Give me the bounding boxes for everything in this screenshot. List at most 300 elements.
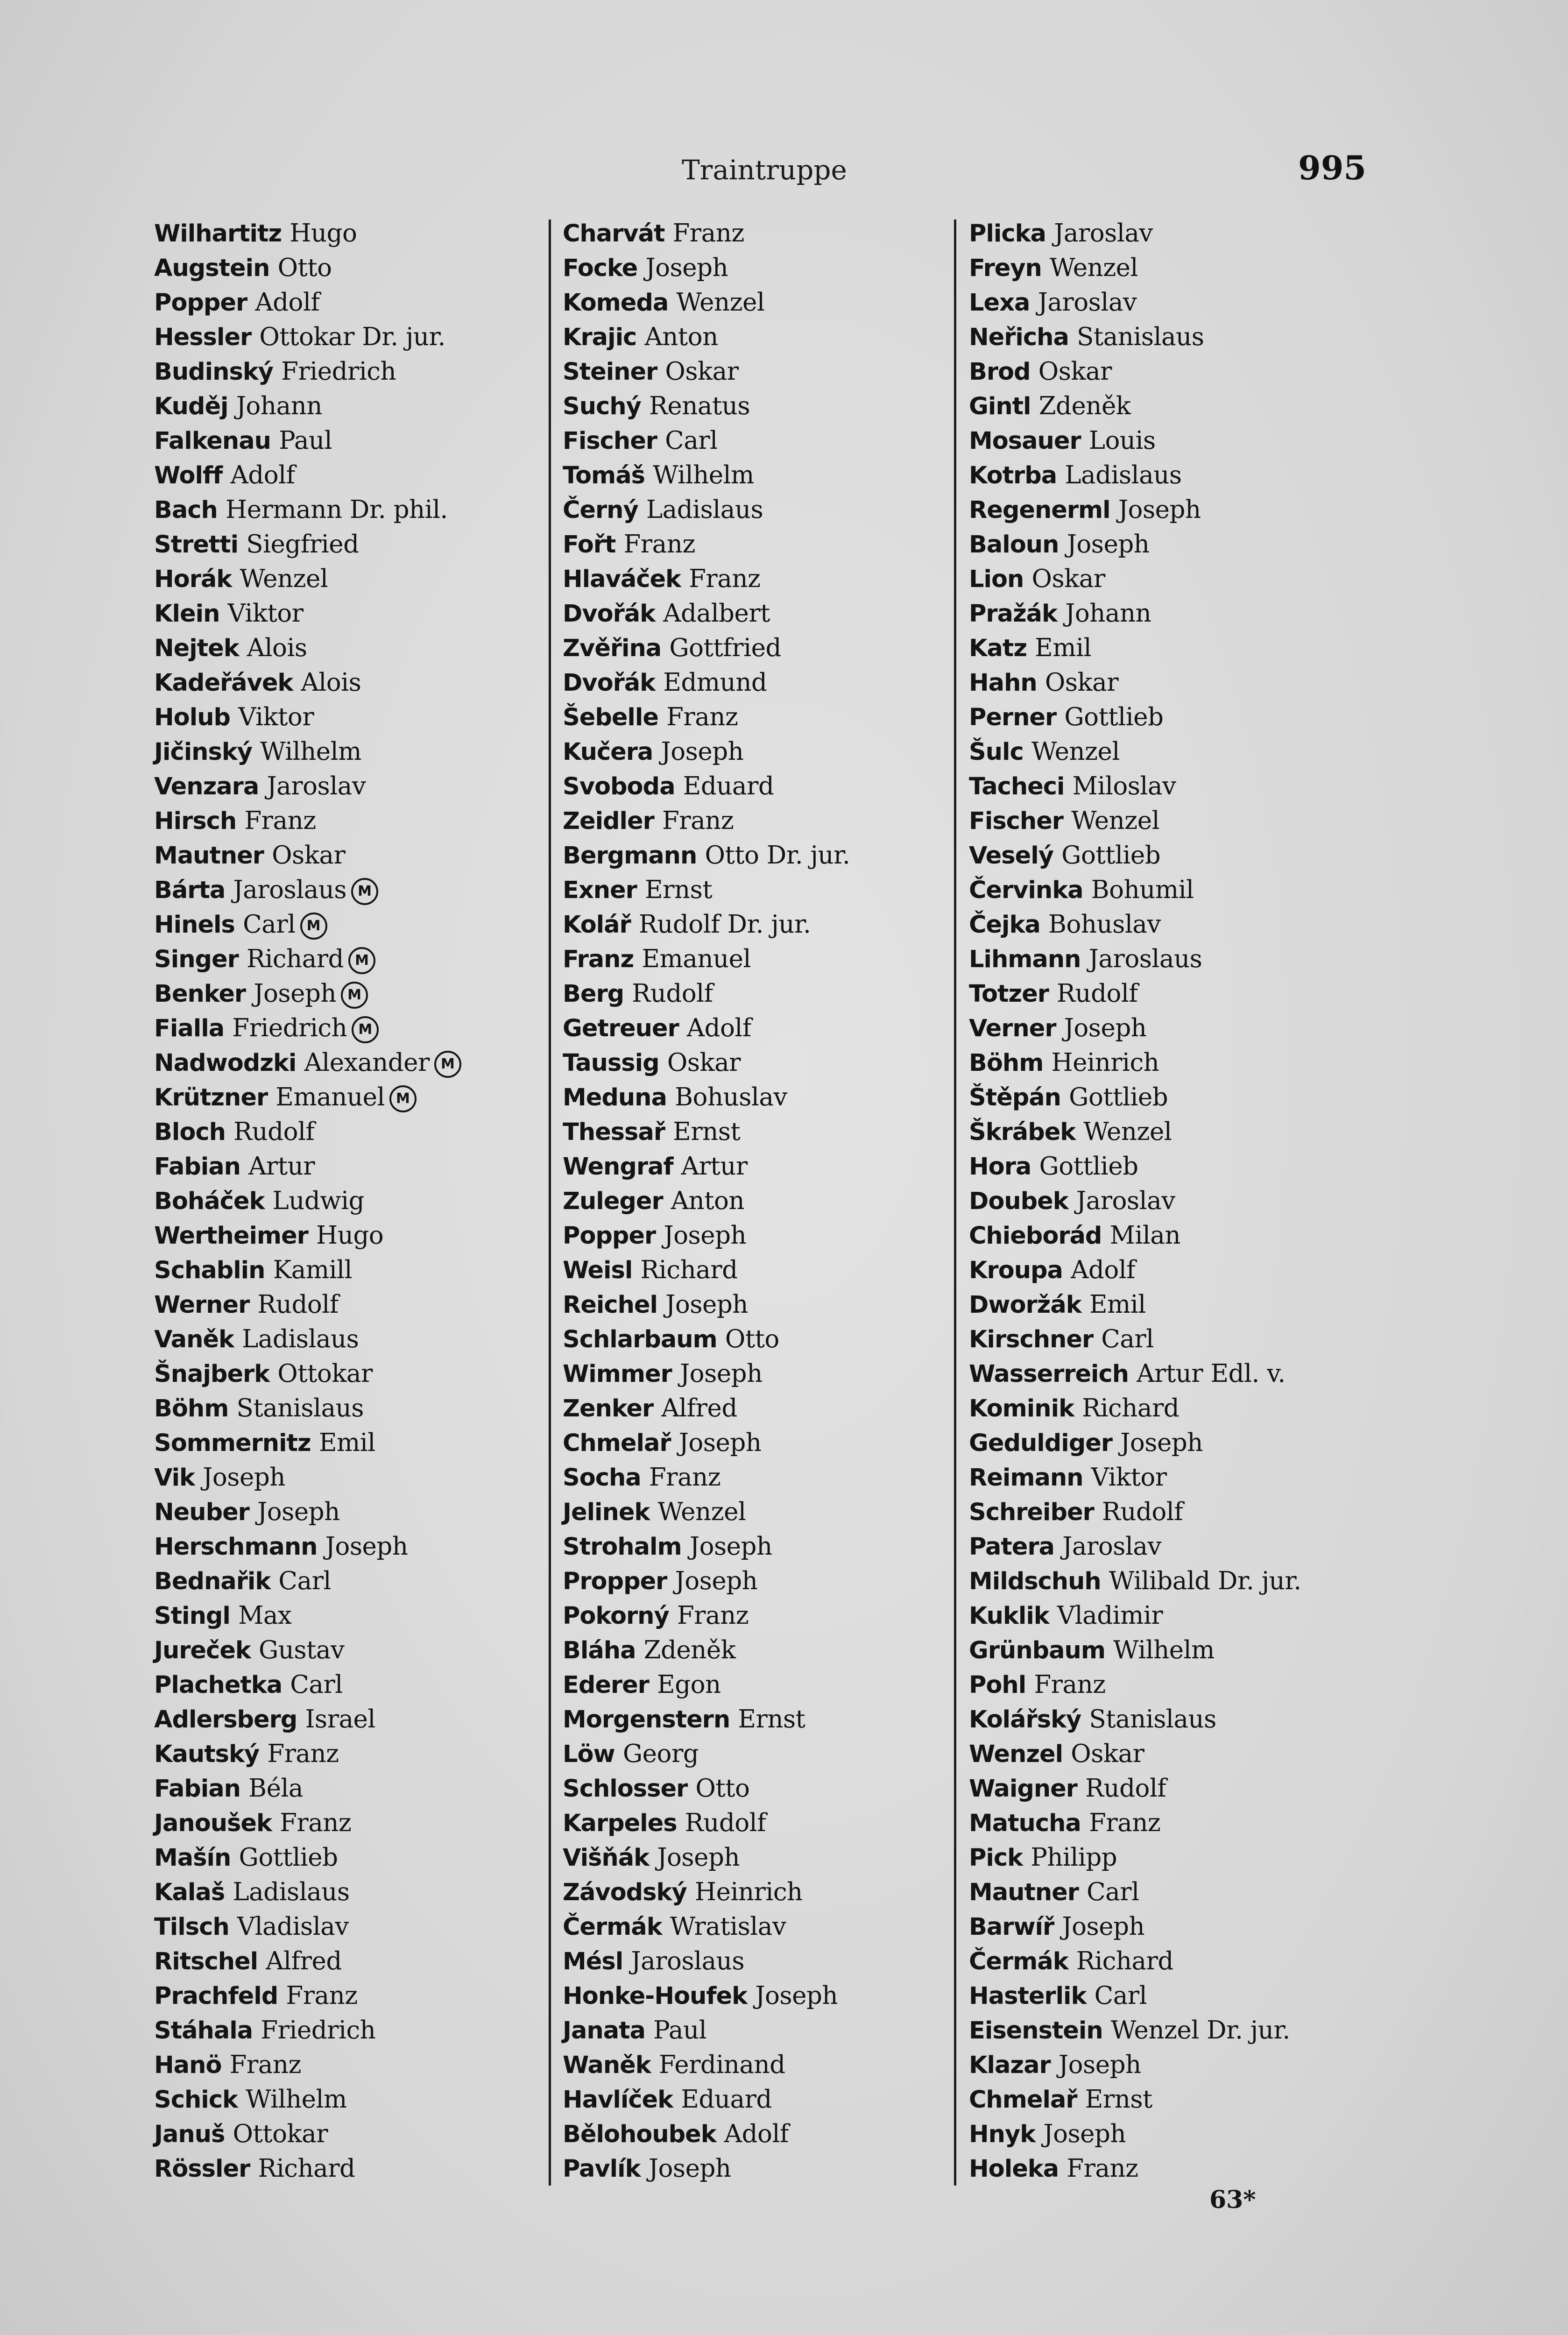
surname: Fabian bbox=[154, 1775, 240, 1803]
surname: Pavlík bbox=[563, 2155, 641, 2183]
name-entry bbox=[154, 2013, 461, 2047]
surname: Nadwodzki bbox=[154, 1049, 297, 1077]
given-name: Joseph bbox=[1118, 495, 1201, 524]
name-entry bbox=[154, 1460, 461, 1494]
surname: Patera bbox=[969, 1533, 1054, 1561]
given-name: Philipp bbox=[1031, 1843, 1117, 1872]
given-name: Emanuel bbox=[642, 945, 751, 973]
given-name: Alexander bbox=[304, 1048, 430, 1077]
surname: Chieborád bbox=[969, 1222, 1102, 1250]
surname: Wenzel bbox=[969, 1741, 1063, 1768]
surname: Waněk bbox=[563, 2052, 651, 2079]
surname: Šnajberk bbox=[154, 1360, 270, 1388]
given-name: Franz bbox=[286, 1981, 358, 2010]
surname: Mautner bbox=[154, 842, 264, 870]
name-entry bbox=[969, 1391, 1301, 1425]
given-name: Joseph bbox=[665, 1290, 748, 1319]
surname: Dvořák bbox=[563, 669, 656, 697]
given-name: Edmund bbox=[663, 668, 767, 697]
name-entry bbox=[154, 1183, 461, 1218]
given-name: Richard bbox=[1076, 1947, 1173, 1975]
given-name: Rudolf bbox=[257, 1290, 339, 1319]
surname: Tomáš bbox=[563, 462, 645, 489]
name-entry bbox=[969, 354, 1301, 389]
name-entry bbox=[154, 1875, 461, 1909]
surname: Klein bbox=[154, 600, 220, 628]
given-name: Oskar bbox=[272, 841, 346, 870]
surname: Mosauer bbox=[969, 427, 1081, 455]
given-name: Carl bbox=[1087, 1878, 1139, 1906]
given-name: Joseph bbox=[657, 1843, 740, 1872]
surname: Mautner bbox=[969, 1879, 1079, 1906]
given-name: Joseph bbox=[257, 1498, 340, 1526]
name-entry bbox=[563, 1805, 850, 1840]
given-name: Carl bbox=[1094, 1981, 1147, 2010]
name-entry bbox=[563, 1944, 850, 1978]
name-entry bbox=[969, 319, 1301, 354]
surname: Svoboda bbox=[563, 773, 675, 800]
given-name: Joseph bbox=[254, 979, 337, 1008]
given-name: Ernst bbox=[644, 876, 713, 904]
given-name: Franz bbox=[662, 807, 734, 835]
surname: Fischer bbox=[969, 807, 1063, 835]
name-entry bbox=[969, 1494, 1301, 1529]
surname: Herschmann bbox=[154, 1533, 318, 1561]
given-name: Kamill bbox=[273, 1256, 352, 1284]
name-entry bbox=[154, 423, 461, 458]
given-name: Jaroslaus bbox=[233, 876, 347, 904]
name-entry bbox=[154, 319, 461, 354]
name-entry bbox=[563, 976, 850, 1011]
name-entry bbox=[563, 1183, 850, 1218]
name-entry bbox=[563, 1909, 850, 1944]
name-entry bbox=[563, 1080, 850, 1114]
name-entry bbox=[154, 2151, 461, 2186]
name-entry bbox=[969, 1045, 1301, 1080]
surname: Katz bbox=[969, 635, 1027, 662]
surname: Tilsch bbox=[154, 1913, 229, 1941]
given-name: Franz bbox=[677, 1601, 749, 1630]
name-entry bbox=[969, 1460, 1301, 1494]
name-entry bbox=[969, 1114, 1301, 1149]
given-name: Adolf bbox=[686, 1014, 751, 1042]
given-name: Otto bbox=[695, 1774, 750, 1803]
given-name: Béla bbox=[248, 1774, 304, 1803]
surname: Werner bbox=[154, 1291, 250, 1319]
surname: Hessler bbox=[154, 324, 252, 351]
surname: Zvěřina bbox=[563, 635, 662, 662]
surname: Holub bbox=[154, 704, 231, 731]
surname: Pokorný bbox=[563, 1602, 669, 1630]
surname: Veselý bbox=[969, 842, 1053, 870]
given-name: Egon bbox=[657, 1670, 721, 1699]
given-name: Joseph bbox=[1120, 1429, 1203, 1457]
given-name: Wenzel bbox=[1083, 1118, 1172, 1146]
name-entry bbox=[563, 1149, 850, 1183]
surname: Plachetka bbox=[154, 1671, 283, 1699]
name-entry bbox=[563, 1218, 850, 1252]
name-entry bbox=[969, 1909, 1301, 1944]
given-name: Joseph bbox=[648, 2154, 731, 2183]
given-name: Franz bbox=[649, 1463, 721, 1492]
surname: Chmelař bbox=[563, 1429, 671, 1457]
given-name: Artur bbox=[248, 1152, 315, 1181]
name-entry bbox=[154, 250, 461, 285]
given-name: Joseph bbox=[679, 1359, 763, 1388]
given-name: Ladislaus bbox=[233, 1878, 350, 1906]
given-name: Alois bbox=[247, 634, 307, 662]
surname: Klazar bbox=[969, 2052, 1051, 2079]
name-entry bbox=[969, 1322, 1301, 1356]
surname: Getreuer bbox=[563, 1015, 679, 1042]
given-name: Adolf bbox=[724, 2120, 789, 2148]
name-entry bbox=[969, 1840, 1301, 1875]
name-entry bbox=[563, 2082, 850, 2116]
given-name: Oskar bbox=[1045, 668, 1119, 697]
given-name: Stanislaus bbox=[1089, 1705, 1216, 1734]
name-entry bbox=[154, 1771, 461, 1805]
name-entry bbox=[969, 1529, 1301, 1564]
name-entry bbox=[154, 1667, 461, 1702]
given-name: Ernst bbox=[738, 1705, 805, 1734]
given-name: Gottlieb bbox=[1064, 703, 1164, 731]
surname: Hasterlik bbox=[969, 1982, 1087, 2010]
name-entry bbox=[154, 1011, 461, 1045]
name-entry bbox=[563, 907, 850, 941]
name-entry bbox=[154, 1494, 461, 1529]
surname: Meduna bbox=[563, 1084, 667, 1111]
given-name: Jaroslaus bbox=[631, 1947, 745, 1975]
name-entry bbox=[969, 872, 1301, 907]
name-entry bbox=[154, 2047, 461, 2082]
name-entry bbox=[563, 1529, 850, 1564]
given-name: Joseph bbox=[678, 1429, 762, 1457]
given-name: Friedrich bbox=[281, 357, 396, 386]
surname: Totzer bbox=[969, 980, 1049, 1008]
given-name: Stanislaus bbox=[236, 1394, 364, 1422]
given-name: Zdeněk bbox=[643, 1636, 736, 1664]
name-entry bbox=[563, 423, 850, 458]
name-entry bbox=[154, 596, 461, 630]
surname: Wolff bbox=[154, 462, 223, 489]
surname: Regenerml bbox=[969, 496, 1110, 524]
surname: Brod bbox=[969, 358, 1031, 386]
surname: Čermák bbox=[563, 1913, 662, 1941]
surname: Berg bbox=[563, 980, 624, 1008]
name-entry bbox=[154, 1529, 461, 1564]
given-name: Jaroslav bbox=[1076, 1187, 1175, 1215]
surname: Závodský bbox=[563, 1879, 687, 1906]
name-entry bbox=[969, 1736, 1301, 1771]
given-name: Friedrich bbox=[261, 2016, 376, 2045]
given-name: Emil bbox=[1089, 1290, 1146, 1319]
given-name: Franz bbox=[623, 530, 695, 559]
name-entry bbox=[969, 389, 1301, 423]
given-name: Alfred bbox=[661, 1394, 737, 1422]
name-column-3 bbox=[969, 216, 1301, 2186]
surname: Černý bbox=[563, 496, 638, 524]
given-name: Franz bbox=[689, 565, 761, 593]
circled-m-icon: M bbox=[351, 878, 378, 905]
given-name: Wenzel bbox=[1050, 254, 1138, 282]
name-entry bbox=[154, 561, 461, 596]
given-name: Ladislaus bbox=[1065, 461, 1182, 489]
surname: Lihmann bbox=[969, 946, 1081, 973]
surname: Červinka bbox=[969, 877, 1083, 904]
given-name: Otto Dr. jur. bbox=[705, 841, 850, 870]
given-name: Paul bbox=[653, 2016, 707, 2045]
given-name: Gottlieb bbox=[1039, 1152, 1138, 1181]
name-entry bbox=[563, 630, 850, 665]
given-name: Johann bbox=[1065, 599, 1151, 628]
surname: Stretti bbox=[154, 531, 239, 559]
name-entry bbox=[969, 285, 1301, 319]
given-name: Israel bbox=[305, 1705, 375, 1734]
name-entry bbox=[969, 216, 1301, 250]
given-name: Artur bbox=[681, 1152, 748, 1181]
given-name: Paul bbox=[279, 426, 332, 455]
surname: Januš bbox=[154, 2121, 225, 2148]
name-entry bbox=[563, 319, 850, 354]
surname: Matucha bbox=[969, 1810, 1081, 1837]
name-entry bbox=[563, 803, 850, 838]
name-entry bbox=[969, 423, 1301, 458]
surname: Pražák bbox=[969, 600, 1057, 628]
surname: Wilhartitz bbox=[154, 220, 282, 248]
name-column-2 bbox=[563, 216, 850, 2186]
name-entry bbox=[969, 596, 1301, 630]
surname: Schick bbox=[154, 2086, 238, 2114]
name-entry bbox=[563, 1564, 850, 1598]
surname: Hanö bbox=[154, 2052, 222, 2079]
given-name: Otto bbox=[725, 1325, 779, 1353]
given-name: Johann bbox=[236, 392, 322, 420]
name-entry bbox=[563, 2047, 850, 2082]
name-entry bbox=[563, 700, 850, 734]
surname: Perner bbox=[969, 704, 1057, 731]
surname: Čejka bbox=[969, 911, 1040, 939]
surname: Stingl bbox=[154, 1602, 230, 1630]
given-name: Milan bbox=[1109, 1221, 1181, 1250]
name-entry bbox=[563, 1011, 850, 1045]
name-entry bbox=[969, 1633, 1301, 1667]
surname: Prachfeld bbox=[154, 1982, 278, 2010]
name-entry bbox=[154, 872, 461, 907]
page-title: Traintruppe bbox=[682, 154, 847, 186]
given-name: Wenzel bbox=[1071, 807, 1160, 835]
given-name: Bohuslav bbox=[675, 1083, 787, 1111]
given-name: Adolf bbox=[230, 461, 295, 489]
name-entry bbox=[563, 1356, 850, 1391]
given-name: Alfred bbox=[266, 1947, 342, 1975]
surname: Lexa bbox=[969, 289, 1030, 317]
given-name: Heinrich bbox=[1051, 1048, 1159, 1077]
name-entry bbox=[969, 1356, 1301, 1391]
surname: Reichel bbox=[563, 1291, 657, 1319]
given-name: Bohumil bbox=[1091, 876, 1194, 904]
name-entry bbox=[563, 527, 850, 561]
name-entry bbox=[154, 1252, 461, 1287]
surname: Krajic bbox=[563, 324, 637, 351]
surname: Hnyk bbox=[969, 2121, 1036, 2148]
surname: Boháček bbox=[154, 1188, 265, 1215]
column-divider bbox=[954, 219, 956, 2186]
given-name: Renatus bbox=[649, 392, 750, 420]
name-entry bbox=[154, 1045, 461, 1080]
surname: Adlersberg bbox=[154, 1706, 297, 1734]
given-name: Joseph bbox=[1064, 1014, 1147, 1042]
given-name: Rudolf bbox=[233, 1118, 315, 1146]
name-entry bbox=[563, 389, 850, 423]
surname: Baloun bbox=[969, 531, 1059, 559]
name-entry bbox=[969, 2151, 1301, 2186]
surname: Jičinský bbox=[154, 738, 252, 766]
name-entry bbox=[969, 1875, 1301, 1909]
name-entry bbox=[563, 1114, 850, 1149]
given-name: Viktor bbox=[227, 599, 304, 628]
name-entry bbox=[969, 1702, 1301, 1736]
name-entry bbox=[154, 734, 461, 769]
given-name: Otto bbox=[277, 254, 332, 282]
name-entry bbox=[154, 1114, 461, 1149]
name-entry bbox=[969, 527, 1301, 561]
name-entry bbox=[969, 1805, 1301, 1840]
given-name: Franz bbox=[229, 2051, 301, 2079]
name-entry bbox=[154, 630, 461, 665]
name-entry bbox=[563, 2013, 850, 2047]
surname: Strohalm bbox=[563, 1533, 682, 1561]
surname: Benker bbox=[154, 980, 246, 1008]
name-entry bbox=[154, 1805, 461, 1840]
given-name: Rudolf bbox=[1085, 1774, 1166, 1803]
given-name: Wilhelm bbox=[260, 737, 361, 766]
name-entry bbox=[969, 734, 1301, 769]
given-name: Rudolf bbox=[1057, 979, 1138, 1008]
circled-m-icon: M bbox=[352, 1016, 379, 1043]
given-name: Franz bbox=[1067, 2154, 1138, 2183]
surname: Kroupa bbox=[969, 1257, 1063, 1284]
given-name: Stanislaus bbox=[1077, 323, 1204, 351]
surname: Morgenstern bbox=[563, 1706, 730, 1734]
name-entry bbox=[563, 734, 850, 769]
name-entry bbox=[154, 941, 461, 976]
name-entry bbox=[563, 1667, 850, 1702]
name-entry bbox=[563, 1045, 850, 1080]
given-name: Joseph bbox=[1043, 2120, 1126, 2148]
surname: Weisl bbox=[563, 1257, 633, 1284]
name-entry bbox=[563, 1460, 850, 1494]
given-name: Gottlieb bbox=[1061, 841, 1161, 870]
given-name: Heinrich bbox=[694, 1878, 803, 1906]
name-entry bbox=[154, 2082, 461, 2116]
name-entry bbox=[969, 838, 1301, 872]
surname: Falkenau bbox=[154, 427, 271, 455]
given-name: Vladislav bbox=[237, 1912, 349, 1941]
name-entry bbox=[969, 803, 1301, 838]
surname: Grünbaum bbox=[969, 1637, 1105, 1664]
name-entry bbox=[969, 665, 1301, 700]
name-entry bbox=[969, 1978, 1301, 2013]
name-entry bbox=[154, 1564, 461, 1598]
surname: Komeda bbox=[563, 289, 669, 317]
name-entry bbox=[563, 1633, 850, 1667]
given-name: Joseph bbox=[1058, 2051, 1141, 2079]
given-name: Wenzel bbox=[676, 288, 765, 317]
name-entry bbox=[563, 1840, 850, 1875]
given-name: Wenzel bbox=[1031, 737, 1120, 766]
given-name: Oskar bbox=[1071, 1740, 1144, 1768]
surname: Geduldiger bbox=[969, 1429, 1112, 1457]
given-name: Franz bbox=[280, 1809, 352, 1837]
name-entry bbox=[969, 1425, 1301, 1460]
given-name: Anton bbox=[671, 1187, 745, 1215]
name-entry bbox=[969, 1944, 1301, 1978]
given-name: Emil bbox=[1035, 634, 1092, 662]
given-name: Franz bbox=[1034, 1670, 1106, 1699]
name-entry bbox=[154, 458, 461, 492]
given-name: Franz bbox=[1088, 1809, 1161, 1837]
surname: Wertheimer bbox=[154, 1222, 308, 1250]
name-entry bbox=[154, 769, 461, 803]
name-entry bbox=[563, 492, 850, 527]
name-entry bbox=[969, 492, 1301, 527]
given-name: Wenzel bbox=[657, 1498, 746, 1526]
surname: Wengraf bbox=[563, 1153, 673, 1181]
surname: Kadeřávek bbox=[154, 669, 293, 697]
given-name: Siegfried bbox=[246, 530, 359, 559]
name-entry bbox=[563, 458, 850, 492]
given-name: Anton bbox=[644, 323, 718, 351]
name-entry bbox=[563, 2116, 850, 2151]
given-name: Joseph bbox=[325, 1532, 408, 1561]
surname: Franz bbox=[563, 946, 634, 973]
surname: Mašín bbox=[154, 1844, 231, 1872]
given-name: Adalbert bbox=[663, 599, 770, 628]
surname: Propper bbox=[563, 1568, 667, 1595]
name-entry bbox=[969, 769, 1301, 803]
given-name: Ottokar bbox=[277, 1359, 373, 1388]
name-entry bbox=[563, 596, 850, 630]
surname: Karpeles bbox=[563, 1810, 677, 1837]
surname: Neuber bbox=[154, 1499, 249, 1526]
surname: Havlíček bbox=[563, 2086, 673, 2114]
name-entry bbox=[154, 1356, 461, 1391]
surname: Neřicha bbox=[969, 324, 1069, 351]
name-entry bbox=[154, 1978, 461, 2013]
given-name: Gottlieb bbox=[239, 1843, 338, 1872]
surname: Steiner bbox=[563, 358, 657, 386]
given-name: Joseph bbox=[664, 1221, 747, 1250]
given-name: Jaroslav bbox=[1038, 288, 1137, 317]
surname: Sommernitz bbox=[154, 1429, 311, 1457]
given-name: Joseph bbox=[1062, 1912, 1145, 1941]
given-name: Louis bbox=[1088, 426, 1156, 455]
surname: Verner bbox=[969, 1015, 1056, 1042]
name-entry bbox=[154, 1944, 461, 1978]
name-entry bbox=[563, 1425, 850, 1460]
name-entry bbox=[154, 1425, 461, 1460]
page-number: 995 bbox=[1298, 149, 1367, 187]
given-name: Wilhelm bbox=[653, 461, 754, 489]
surname: Gintl bbox=[969, 393, 1031, 420]
name-entry bbox=[563, 1771, 850, 1805]
name-entry bbox=[969, 1667, 1301, 1702]
surname: Bergmann bbox=[563, 842, 697, 870]
given-name: Carl bbox=[1101, 1325, 1154, 1353]
surname: Kučera bbox=[563, 738, 653, 766]
name-entry bbox=[969, 250, 1301, 285]
circled-m-icon: M bbox=[348, 947, 375, 974]
